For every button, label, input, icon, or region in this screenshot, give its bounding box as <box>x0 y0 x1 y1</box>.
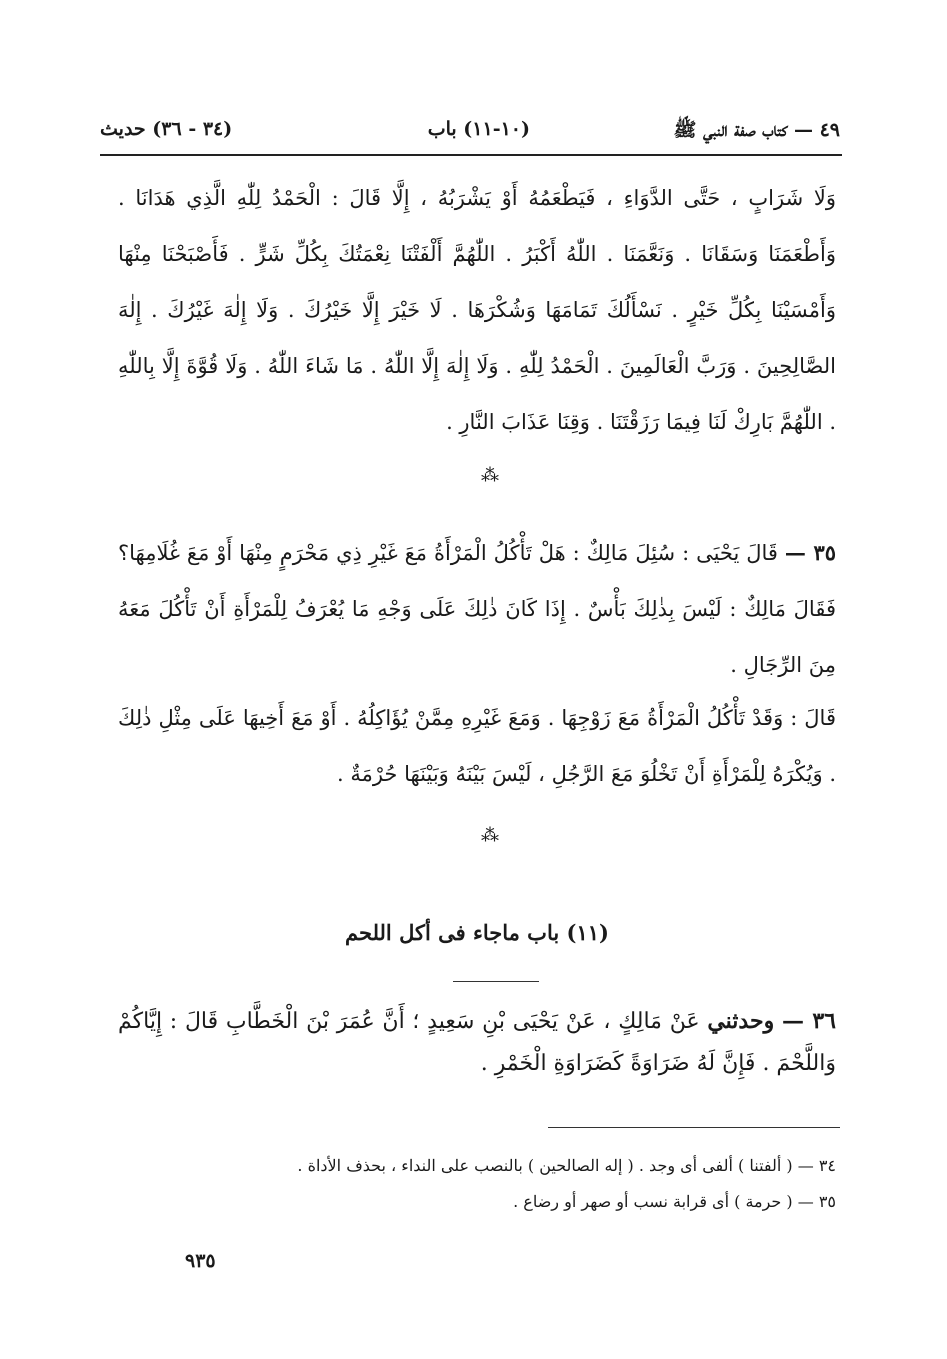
hadith-34-continuation: وَلَا شَرَابٍ ، حَتَّى الدَّوَاءِ ، فَيَطْعَمُهُ أَوْ يَشْرَبُهُ ، إِلَّا قَالَ : الْحَمْدُ لِلّٰهِ الَّذِي هَدَانَا . وَأَطْعَمَنَا وَسَقَانَا . وَنَعَّمَنَا . اللّٰهُ أَكْبَرُ . اللّٰهُمَّ أَلْفَتْنَا نِعْمَتُكَ بِكُلِّ شَرٍّ . فَأَصْبَحْنَا مِنْهَا وَأَمْسَيْنَا بِكُلِّ خَيْرٍ . نَسْأَلُكَ تَمَامَهَا وَشُكْرَهَا . لَا خَيْرَ إِلَّا خَيْرُكَ . وَلَا إِلٰهَ غَيْرُكَ . إِلٰهَ الصَّالِحِينَ . وَرَبَّ الْعَالَمِينَ . الْحَمْدُ لِلّٰهِ . وَلَا إِلٰهَ إِلَّا اللّٰهُ . مَا شَاءَ اللّٰهُ . وَلَا قُوَّةَ إِلَّا بِاللّٰهِ . اللّٰهُمَّ بَارِكْ لَنَا فِيمَا رَزَقْتَنَا . وَقِنَا عَذَابَ النَّارِ . <box>118 186 836 434</box>
running-header <box>100 112 840 148</box>
hadith-36-number: ٣٦ — <box>781 1008 836 1034</box>
footnotes <box>200 1148 836 1220</box>
hadith-35-number: ٣٥ — <box>784 540 837 565</box>
header-book-title: ٤٩ — كتاب صفة النبي ﷺ <box>673 119 840 141</box>
header-hadith-range: (٣٤ - ٣٦) حديث <box>100 118 233 140</box>
footnote-35: ٣٥ — ( حرمة ) أى قرابة نسب أو صهر أو رضاع . <box>513 1192 836 1211</box>
footnote-34: ٣٤ — ( ألفتنا ) ألفى أى وجد . ( إله الصالحين ) بالنصب على النداء ، بحذف الأداة . <box>297 1156 836 1175</box>
chapter-title: (١١) باب ماجاء فى أكل اللحم <box>345 920 609 945</box>
title-underline <box>453 981 539 982</box>
page-number: ٩٣٥ <box>185 1250 216 1272</box>
header-divider <box>100 154 842 156</box>
footnote-divider <box>548 1127 840 1128</box>
header-chapter-range: (١٠-١١) باب <box>427 118 530 140</box>
hadith-36-lead: وحدثني <box>707 1008 775 1034</box>
hadith-35 <box>118 525 836 693</box>
hadith-36 <box>118 1000 836 1085</box>
section-ornament: ⁂ <box>481 825 499 846</box>
hadith-35-continuation: قَالَ : وَقَدْ تَأْكُلُ الْمَرْأَةُ مَعَ زَوْجِهَا . وَمَعَ غَيْرِهِ مِمَّنْ يُؤَاكِلُهُ . أَوْ مَعَ أَخِيهَا عَلَى مِثْلِ ذٰلِكَ . وَيُكْرَهُ لِلْمَرْأَةِ أَنْ تَخْلُوَ مَعَ الرَّجُلِ ، لَيْسَ بَيْنَهُ وَبَيْنَهَا حُرْمَةٌ . <box>118 706 836 786</box>
hadith-35-text: قَالَ يَحْيَى : سُئِلَ مَالِكٌ : هَلْ تَأْكُلُ الْمَرْأَةُ مَعَ غَيْرِ ذِي مَحْرَمٍ مِنْهَا أَوْ مَعَ غُلَامِهَا؟ فَقَالَ مَالِكٌ : لَيْسَ بِذٰلِكَ بَأْسٌ . إِذَا كَانَ ذٰلِكَ عَلَى وَجْهِ مَا يُعْرَفُ لِلْمَرْأَةِ أَنْ تَأْكُلَ مَعَهُ مِنَ الرِّجَالِ . <box>118 541 836 677</box>
hadith-36-text: عَنْ مَالِكٍ ، عَنْ يَحْيَى بْنِ سَعِيدٍ ؛ أَنَّ عُمَرَ بْنَ الْخَطَّابِ قَالَ : إِيَّاكُمْ وَاللَّحْمَ . فَإِنَّ لَهُ ضَرَاوَةً كَضَرَاوَةِ الْخَمْرِ . <box>118 1009 836 1076</box>
section-ornament: ⁂ <box>481 465 499 486</box>
